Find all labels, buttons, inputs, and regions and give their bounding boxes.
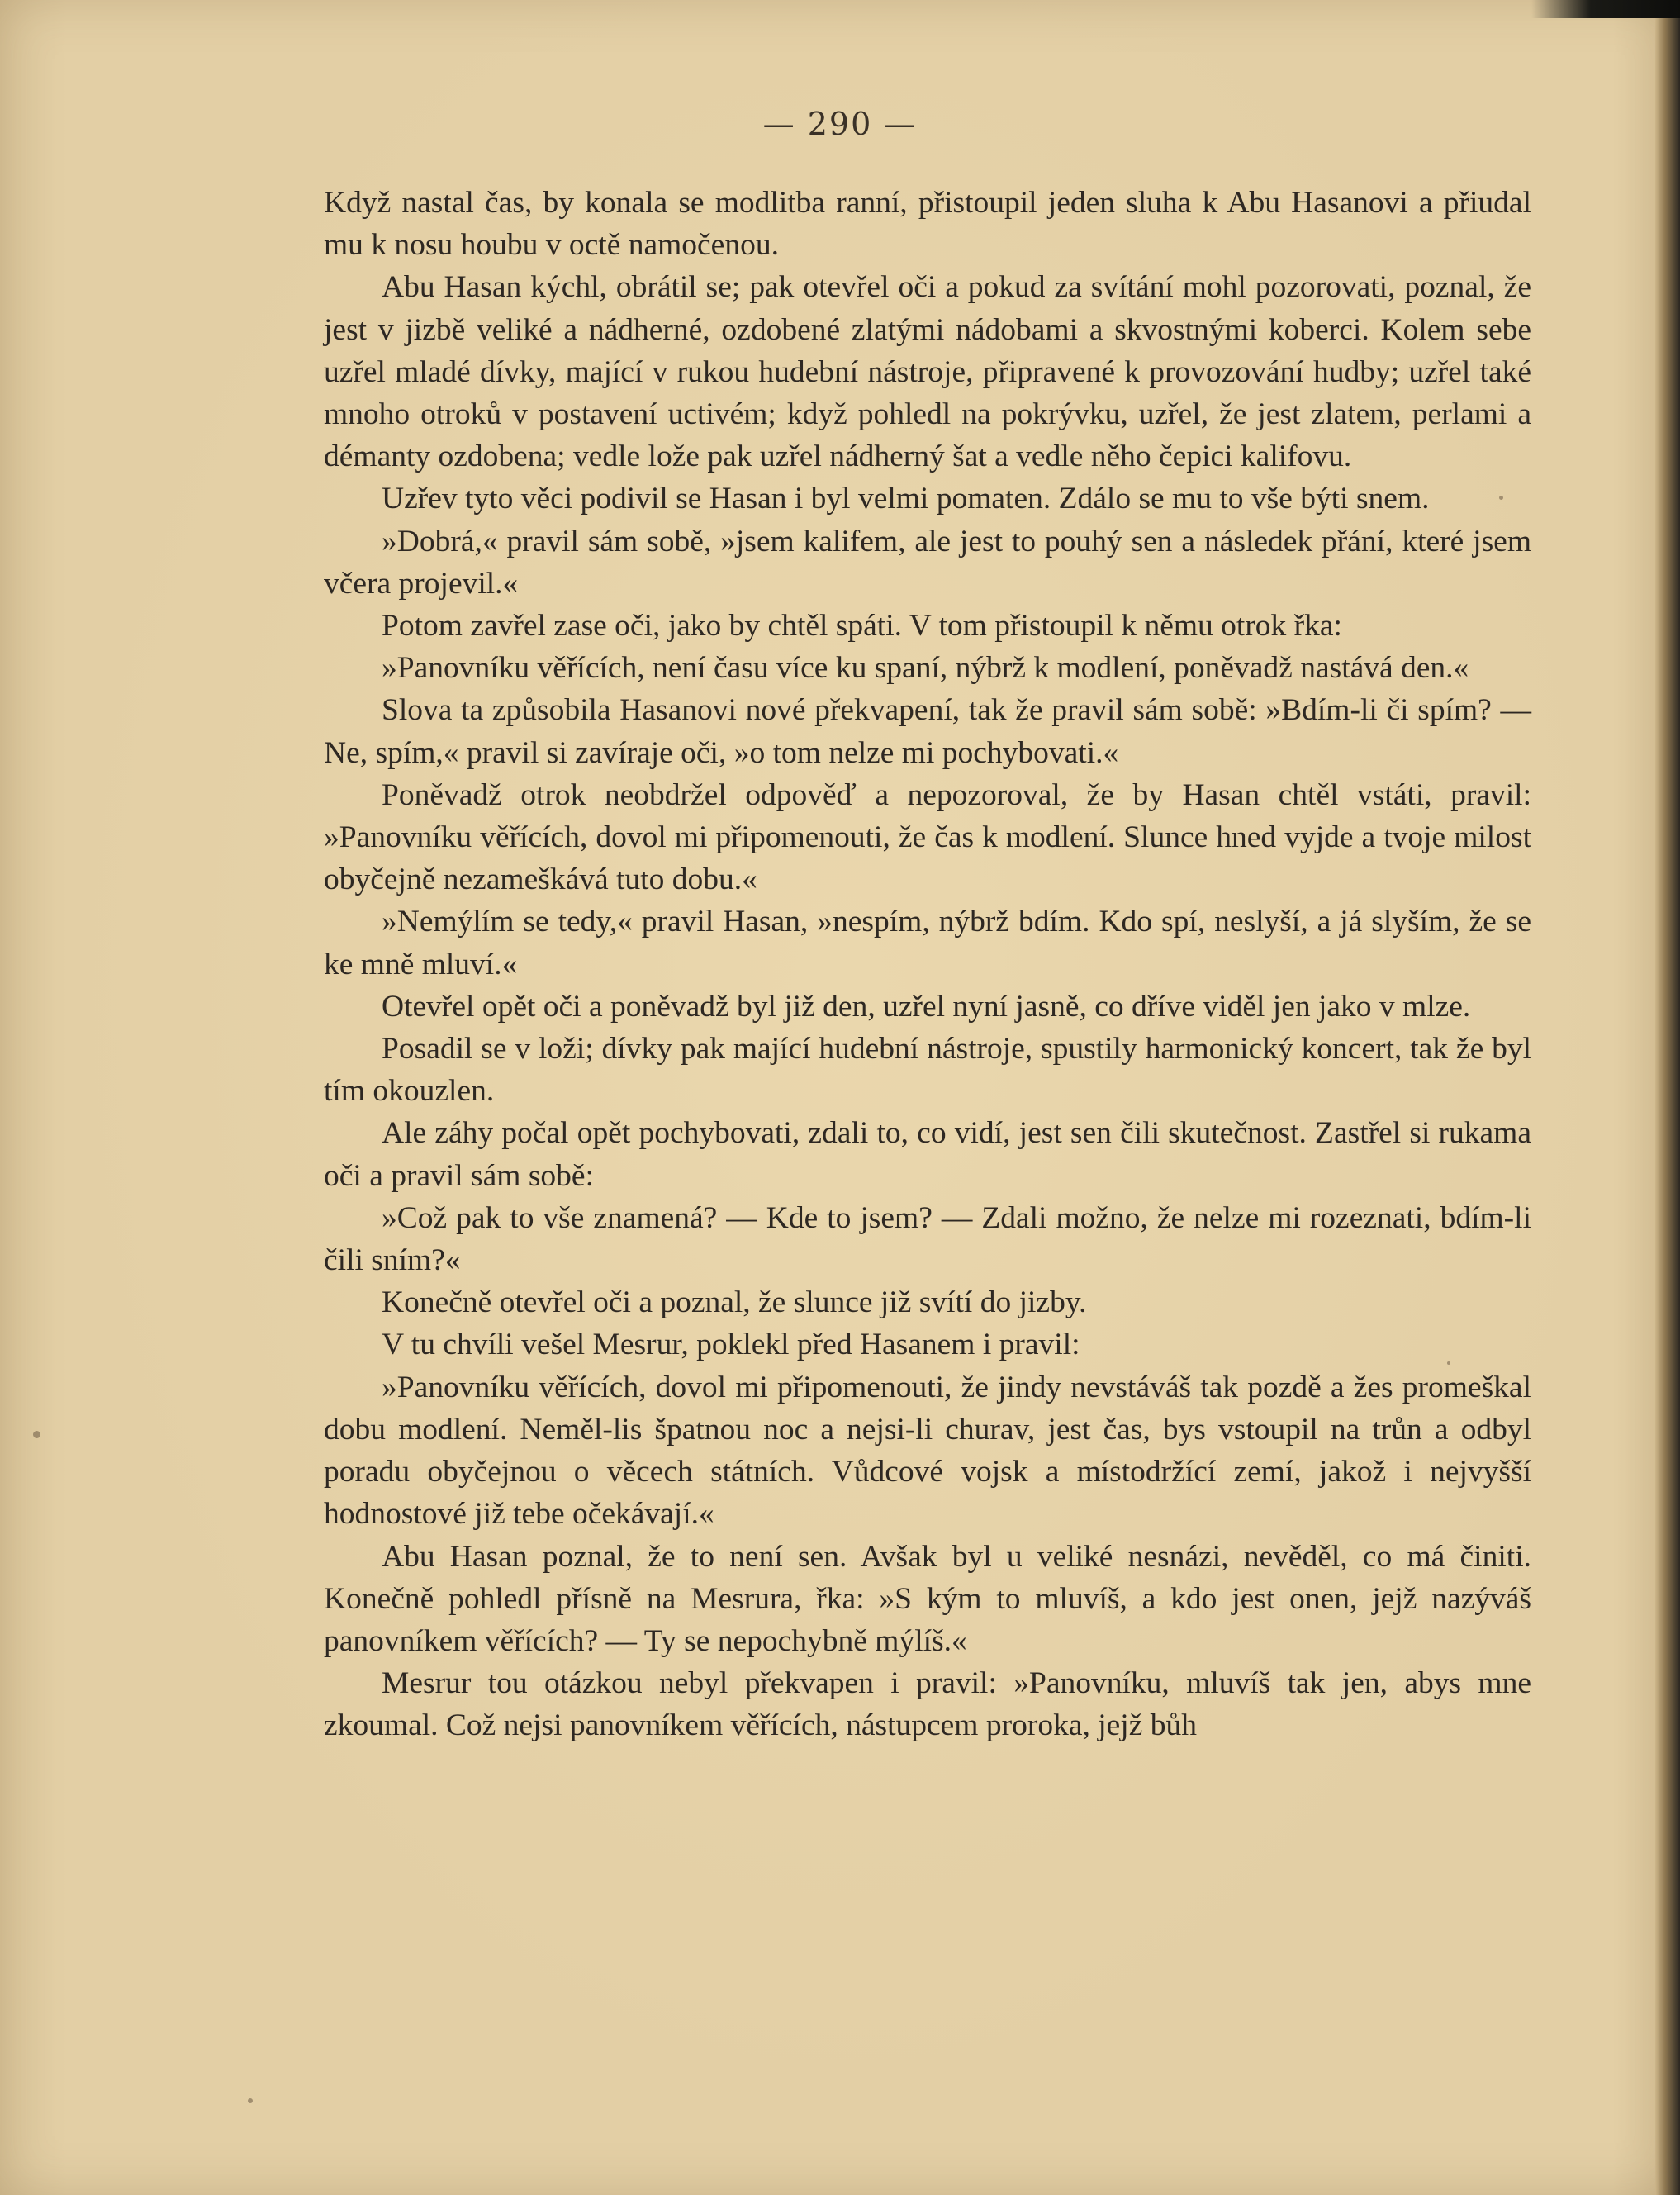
scan-corner <box>1531 0 1680 18</box>
paragraph-14: Konečně otevřel oči a poznal, že slunce již svítí do jizby. <box>382 1285 1087 1320</box>
body-text <box>324 182 1531 1747</box>
paper-speck <box>33 1431 40 1438</box>
paper-speck <box>1447 1361 1450 1365</box>
paragraph-4: »Dobrá,« pravil sám sobě, »jsem kalifem, ale jest to pouhý sen a následek přání, které jsem včera projevil.« <box>324 524 1531 601</box>
paper-speck <box>1499 496 1503 500</box>
paragraph-15: V tu chvíli vešel Mesrur, poklekl před Hasanem i pravil: <box>382 1328 1080 1362</box>
paragraph-11: Posadil se v loži; dívky pak mající hudební nástroje, spustily harmonický koncert, tak že byl tím okouzlen. <box>324 1032 1531 1109</box>
paragraph-3: Uzřev tyto věci podivil se Hasan i byl velmi pomaten. Zdálo se mu to vše býti snem. <box>382 482 1430 516</box>
paragraph-16: »Panovníku věřících, dovol mi připomenouti, že jindy nevstáváš tak pozdě a žes promeškal dobu modlení. Neměl-lis špatnou noc a nejsi-li churav, jest čas, bys vstoupil na trůn a odbyl poradu obyčejnou o věcech státních. Vůdcové vojsk a místodržící zemí, jakož i nejvyšší hodnostové již tebe očekávají.« <box>324 1370 1531 1532</box>
paragraph-10: Otevřel opět oči a poněvadž byl již den, uzřel nyní jasně, co dříve viděl jen jako v mlze. <box>382 989 1471 1024</box>
paragraph-18: Mesrur tou otázkou nebyl překvapen i pravil: »Panovníku, mluvíš tak jen, abys mne zkoumal. Což nejsi panovníkem věřících, nástupcem proroka, jejž bůh <box>324 1666 1531 1743</box>
paragraph-9: »Nemýlím se tedy,« pravil Hasan, »nespím, nýbrž bdím. Kdo spí, neslyší, a já slyším, že se ke mně mluví.« <box>324 905 1531 981</box>
paragraph-2: Abu Hasan kýchl, obrátil se; pak otevřel oči a pokud za svítání mohl pozorovati, poznal, že jest v jizbě veliké a nádherné, ozdobené zlatými nádobami a skvostnými koberci. Kolem sebe uzřel mladé dívky, mající v rukou hudební nástroje, připravené k provozování hudby; uzřel také mnoho otroků v postavení uctivém; když pohledl na pokrývku, uzřel, že jest zlatem, perlami a démanty ozdobena; vedle lože pak uzřel nádherný šat a vedle něho čepici kalifovu. <box>324 270 1531 474</box>
page-edge <box>1655 0 1680 2195</box>
paragraph-13: »Což pak to vše znamená? — Kde to jsem? — Zdali možno, že nelze mi rozeznati, bdím-li čili sním?« <box>324 1200 1531 1278</box>
paragraph-8: Poněvadž otrok neobdržel odpověď a nepozoroval, že by Hasan chtěl vstáti, pravil: »Panovníku věřících, dovol mi připomenouti, že čas k modlení. Slunce hned vyjde a tvoje milost obyčejně nezameškává tuto dobu.« <box>324 777 1531 897</box>
paragraph-1: Když nastal čas, by konala se modlitba ranní, přistoupil jeden sluha k Abu Hasanovi a přiudal mu k nosu houbu v octě namočenou. <box>324 186 1531 263</box>
page-number: — 290 — <box>762 106 918 142</box>
paragraph-17: Abu Hasan poznal, že to není sen. Avšak byl u veliké nesnázi, nevěděl, co má činiti. Konečně pohledl přísně na Mesrura, řka: »S kým to mluvíš, a kdo jest onen, jejž nazýváš panovníkem věřících? — Ty se nepochybně mýlíš.« <box>324 1539 1531 1658</box>
paragraph-6: »Panovníku věřících, není času více ku spaní, nýbrž k modlení, poněvadž nastává den.« <box>382 651 1469 686</box>
paragraph-12: Ale záhy počal opět pochybovati, zdali to, co vidí, jest sen čili skutečnost. Zastřel si rukama oči a pravil sám sobě: <box>324 1116 1531 1193</box>
paragraph-5: Potom zavřel zase oči, jako by chtěl spáti. V tom přistoupil k němu otrok řka: <box>382 609 1342 644</box>
paragraph-7: Slova ta způsobila Hasanovi nové překvapení, tak že pravil sám sobě: »Bdím-li či spím? — Ne, spím,« pravil si zavíraje oči, »o tom nelze mi pochybovati.« <box>324 693 1531 770</box>
paper-speck <box>248 2098 253 2103</box>
